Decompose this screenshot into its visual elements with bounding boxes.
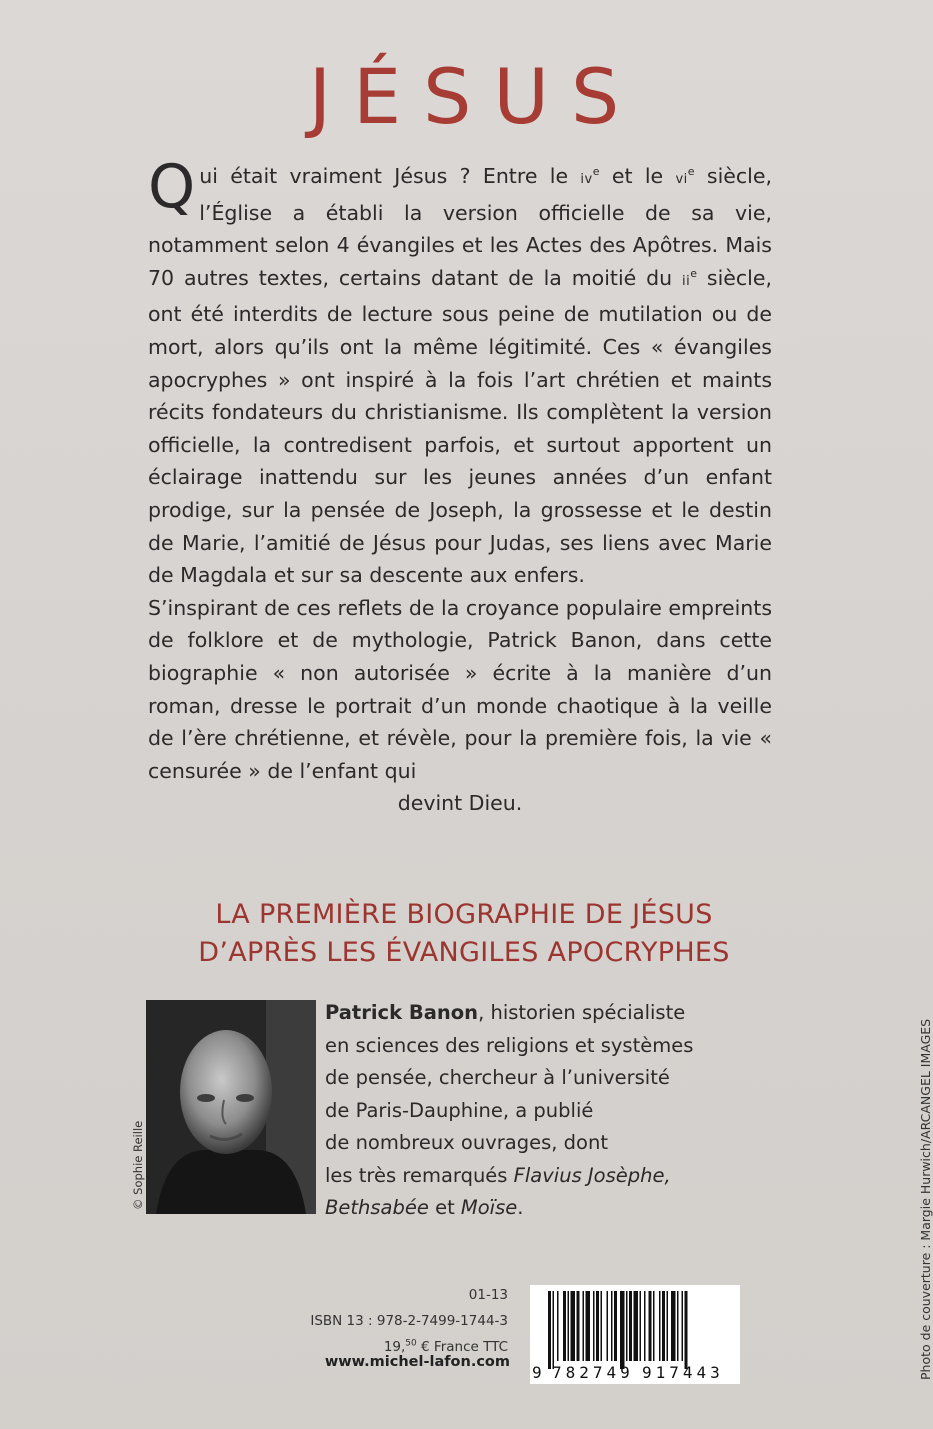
barcode-bar (583, 1291, 585, 1361)
barcode-bar (644, 1291, 646, 1361)
print-code: 01-13 (468, 1287, 508, 1303)
blurb-paragraph-2 (148, 592, 772, 788)
photo-credit: © Sophie Reille (131, 1120, 145, 1210)
price-currency: € France TTC (416, 1339, 508, 1355)
barcode-bar (586, 1291, 591, 1361)
price-integer: 19, (383, 1339, 406, 1355)
tagline-line-1: LA PREMIÈRE BIOGRAPHIE DE JÉSUS (215, 899, 713, 930)
barcode-bar (553, 1291, 555, 1369)
blurb-text: ui était vraiment Jésus ? Entre le (199, 164, 581, 188)
barcode-bar (596, 1291, 599, 1361)
isbn-barcode (530, 1285, 740, 1384)
author-photo (146, 1000, 316, 1214)
barcode-bar (614, 1291, 617, 1361)
barcode-bar (607, 1291, 609, 1361)
roman-numeral: ii (682, 273, 691, 289)
barcode-bar (557, 1291, 559, 1361)
barcode-bar (620, 1291, 625, 1369)
barcode-bar (659, 1291, 661, 1361)
barcode-digit-lead: 9 (532, 1363, 542, 1382)
barcode-bar (634, 1291, 639, 1361)
barcode-digit-group-1: 782749 (552, 1363, 634, 1382)
barcode-bar (685, 1291, 688, 1369)
barcode-digit-group-2: 917443 (642, 1363, 724, 1382)
barcode-bar (677, 1291, 679, 1361)
bio-line-5: de nombreux ouvrages, dont (325, 1131, 608, 1154)
barcode-bar (571, 1291, 576, 1361)
price-decimal: 50 (405, 1338, 417, 1349)
barcode-bar (653, 1291, 655, 1361)
bio-line-4: de Paris-Dauphine, a publié (325, 1098, 594, 1122)
barcode-bar (667, 1291, 669, 1361)
bio-text: et (428, 1196, 461, 1219)
superscript: e (690, 266, 698, 280)
barcode-bar (577, 1291, 580, 1361)
cover-photo-credit: Photo de couverture : Margie Hurwich/ARCANGEL IMAGES (918, 1018, 933, 1380)
blurb-text: S’inspirant de ces reflets de la croyance populaire empreints de folklore et de mythologie, Patrick Banon, dans cette biographie « non autorisée » écrite à la manière d’un roman, dresse le portrait d’un monde chaotique à la veille de l’ère chrétienne, et révèle, pour la première fois, la vie « censurée » de l’enfant qui (148, 595, 772, 783)
barcode-bar (682, 1291, 684, 1361)
barcode-bar (548, 1291, 551, 1369)
barcode-bar (671, 1291, 676, 1361)
barcode-bar (640, 1291, 642, 1361)
blurb-text: siècle, ont été interdits de lecture sous peine de mutilation ou de mort, alors qu’ils ont la même légitimité. Ces « évangiles apocryphes » ont inspiré à la fois l’art chrétien et maints récits fondateurs du christianisme. Ils complètent la version officielle, la contredisent parfois, et surtout apportent un éclairage inattendu sur les jeunes années d’un enfant prodige, sur la pensée de Joseph, la grossesse et le destin de Marie, l’amitié de Jésus pour Judas, ses liens avec Marie de Magdala et sur sa descente aux enfers. (148, 265, 772, 588)
author-portrait-drawing (146, 1000, 316, 1214)
superscript: e (592, 165, 600, 179)
bio-line-2: en sciences des religions et systèmes (325, 1033, 694, 1057)
blurb-text: siècle, l’Église a établi la version officielle de sa vie, notamment selon 4 évangiles et les Actes des Apôtres. Mais 70 autres textes, certains datant de la moitié du (148, 164, 772, 290)
bio-line-7 (325, 1192, 755, 1225)
bio-text: les très remarqués (325, 1163, 514, 1187)
bio-text: . (517, 1196, 524, 1219)
book-title: JÉSUS (308, 52, 642, 141)
barcode-bar (649, 1291, 652, 1361)
barcode-bar (593, 1291, 595, 1361)
blurb (148, 152, 772, 820)
barcode-bar (563, 1291, 566, 1361)
bio-text: , historien spécialiste (478, 1001, 686, 1024)
blurb-paragraph-1 (148, 152, 772, 592)
barcode-bar (601, 1291, 603, 1361)
roman-numeral: vi (675, 172, 688, 187)
publication-info (310, 1282, 508, 1360)
barcode-bar (629, 1291, 632, 1361)
tagline (0, 896, 928, 972)
blurb-text: et le (599, 164, 676, 188)
publisher-website: www.michel-lafon.com (324, 1354, 510, 1370)
book-title-italic: Bethsabée (325, 1196, 429, 1219)
author-name: Patrick Banon (325, 1001, 479, 1024)
book-title-italic: Flavius Josèphe, (513, 1163, 671, 1187)
author-bio (325, 997, 755, 1225)
drop-cap: Q (148, 152, 196, 222)
barcode-bar (611, 1291, 613, 1361)
roman-numeral: iv (580, 172, 593, 187)
isbn: ISBN 13 : 978-2-7499-1744-3 (310, 1313, 508, 1329)
barcode-bar (662, 1291, 665, 1361)
bio-line-3: de pensée, chercheur à l’université (325, 1066, 670, 1089)
book-title-italic: Moïse (460, 1196, 518, 1219)
bio-line-1 (325, 997, 755, 1030)
superscript: e (687, 165, 695, 179)
blurb-final-line: devint Dieu. (397, 791, 523, 816)
tagline-line-2: D’APRÈS LES ÉVANGILES APOCRYPHES (198, 937, 730, 968)
bio-line-6 (325, 1160, 755, 1193)
barcode-bar (568, 1291, 570, 1361)
barcode-bar (626, 1291, 628, 1361)
